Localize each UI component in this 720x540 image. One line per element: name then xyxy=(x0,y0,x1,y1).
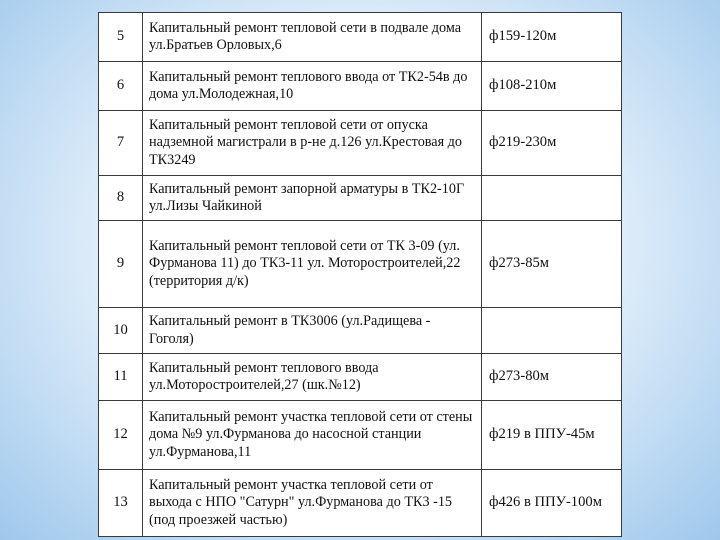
table-row xyxy=(99,354,622,401)
row-pipe-spec xyxy=(482,308,622,354)
row-description: Капитальный ремонт теплового ввода от ТК2-54в до дома ул.Молодежная,10 xyxy=(143,62,482,111)
row-number: 10 xyxy=(99,308,143,354)
row-pipe-spec: ф273-80м xyxy=(482,354,622,401)
row-description: Капитальный ремонт участка тепловой сети от стены дома №9 ул.Фурманова до насосной станции ул.Фурманова,11 xyxy=(143,401,482,470)
row-number: 12 xyxy=(99,401,143,470)
row-description: Капитальный ремонт теплового ввода ул.Моторостроителей,27 (шк.№12) xyxy=(143,354,482,401)
row-description: Капитальный ремонт участка тепловой сети от выхода с НПО "Сатурн" ул.Фурманова до ТК3 -15 (под проезжей частью) xyxy=(143,470,482,537)
row-number: 5 xyxy=(99,13,143,62)
table-row xyxy=(99,470,622,537)
row-number: 8 xyxy=(99,176,143,221)
table-row xyxy=(99,176,622,221)
row-description: Капитальный ремонт тепловой сети в подвале дома ул.Братьев Орловых,6 xyxy=(143,13,482,62)
row-number: 7 xyxy=(99,111,143,176)
row-number: 6 xyxy=(99,62,143,111)
row-pipe-spec: ф159-120м xyxy=(482,13,622,62)
row-pipe-spec xyxy=(482,176,622,221)
table-row xyxy=(99,13,622,62)
row-description: Капитальный ремонт тепловой сети от ТК 3-09 (ул. Фурманова 11) до ТК3-11 ул. Моторостроителей,22 (территория д/к) xyxy=(143,221,482,308)
row-description: Капитальный ремонт запорной арматуры в ТК2-10Г ул.Лизы Чайкиной xyxy=(143,176,482,221)
row-number: 11 xyxy=(99,354,143,401)
row-description: Капитальный ремонт в ТК3006 (ул.Радищева - Гоголя) xyxy=(143,308,482,354)
table-row xyxy=(99,308,622,354)
row-pipe-spec: ф273-85м xyxy=(482,221,622,308)
row-pipe-spec: ф219-230м xyxy=(482,111,622,176)
row-number: 9 xyxy=(99,221,143,308)
row-pipe-spec: ф219 в ППУ-45м xyxy=(482,401,622,470)
row-number: 13 xyxy=(99,470,143,537)
repair-table xyxy=(98,12,622,537)
row-pipe-spec: ф108-210м xyxy=(482,62,622,111)
row-pipe-spec: ф426 в ППУ-100м xyxy=(482,470,622,537)
table-row xyxy=(99,401,622,470)
table-row xyxy=(99,62,622,111)
table-row xyxy=(99,111,622,176)
table-row xyxy=(99,221,622,308)
row-description: Капитальный ремонт тепловой сети от опуска надземной магистрали в р-не д.126 ул.Крестовая до ТК3249 xyxy=(143,111,482,176)
